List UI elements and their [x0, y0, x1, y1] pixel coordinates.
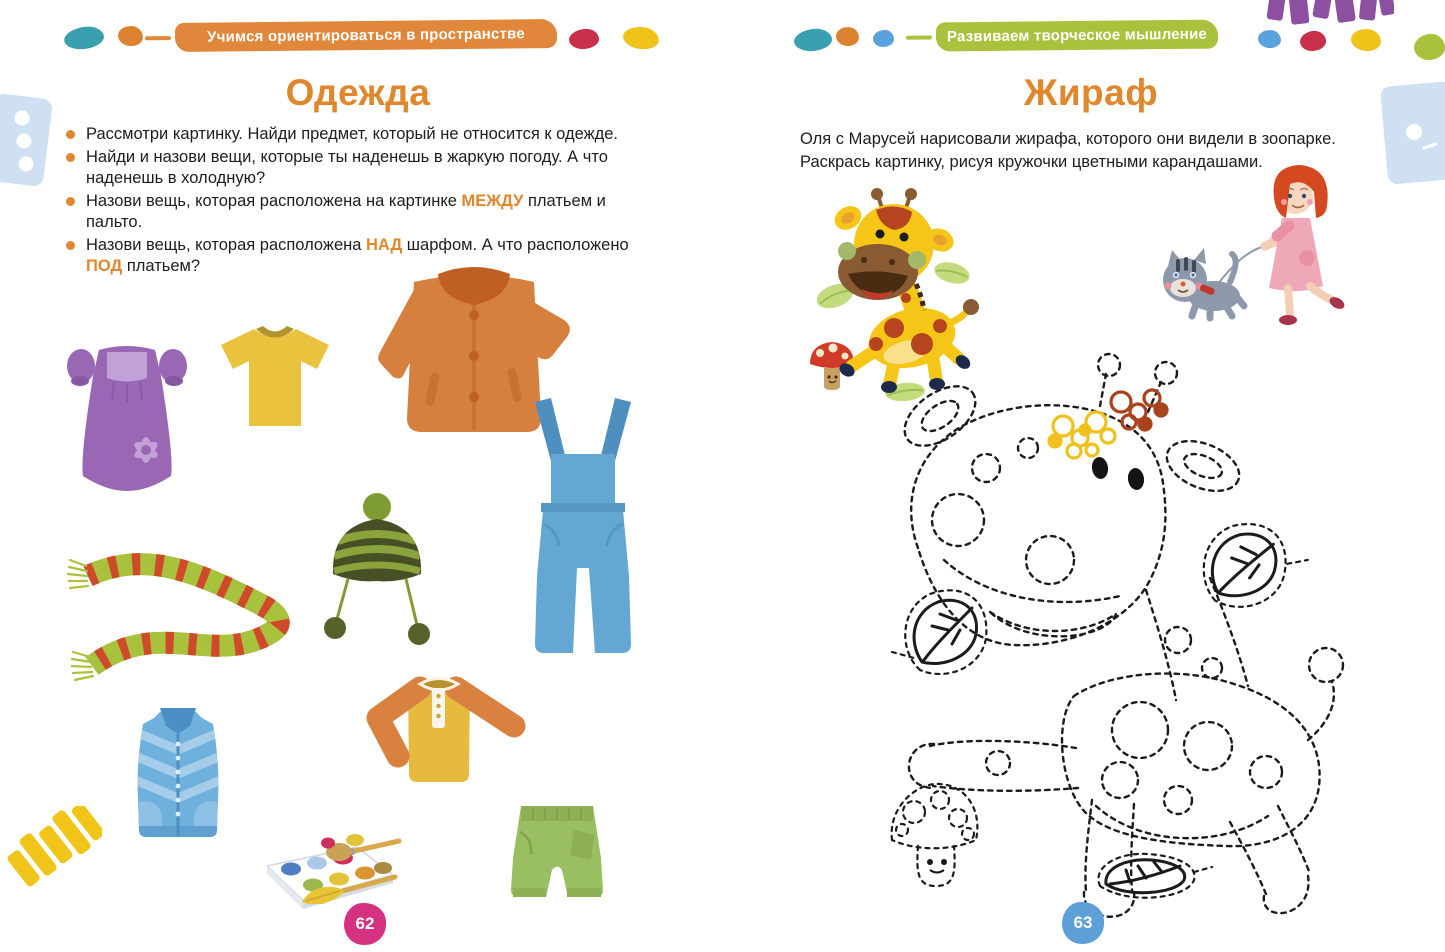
yellow-crayon-circles [1049, 412, 1115, 458]
intro-line: Раскрась картинку, рисуя кружочки цветными карандашами. [800, 153, 1263, 171]
decor-blob-orange [835, 26, 860, 47]
decor-blob-blue [872, 29, 894, 47]
page-number-left [344, 903, 386, 945]
bullet-icon [66, 241, 75, 250]
giraffe-eye [1127, 467, 1146, 491]
decor-dice-left [0, 92, 60, 192]
giraffe-eye [1091, 456, 1110, 480]
decor-blob-blue [1257, 29, 1281, 49]
bullet-icon [66, 130, 75, 139]
puffer-vest-illustration [116, 702, 240, 846]
bullet-icon [66, 197, 75, 206]
girl-walking-cat-illustration [1152, 158, 1352, 336]
decor-blob-teal [63, 24, 106, 51]
dress-illustration [66, 308, 188, 500]
task-item [66, 147, 658, 190]
task-text: Рассмотри картинку. Найди предмет, который не относится к одежде. [86, 125, 619, 143]
intro-line: Оля с Марусей нарисовали жирафа, которого они видели в зоопарке. [800, 130, 1336, 148]
dotted-mushroom [892, 784, 978, 886]
decor-blob-yellow [1350, 27, 1382, 52]
right-topic-banner [936, 20, 1218, 52]
decor-blob-teal [793, 27, 833, 53]
left-topic-banner-label: Учимся ориентироваться в пространстве [207, 25, 525, 46]
tshirt-illustration [214, 322, 336, 434]
decor-blob-orange [117, 25, 144, 48]
decor-blob-yellow [622, 25, 660, 51]
raglan-shirt-illustration [350, 670, 528, 792]
right-page-title: Жираф [1023, 72, 1159, 113]
decor-yellow-leaf [300, 884, 346, 906]
decor-purple-comb [1266, 0, 1394, 30]
dotted-leaf-right [1200, 520, 1311, 614]
decor-blob-red [568, 28, 600, 51]
decor-blob-red [1299, 29, 1327, 52]
striped-scarf-illustration [64, 540, 299, 685]
brown-crayon-circles [1111, 390, 1167, 430]
task-item [66, 124, 658, 146]
decor-blob-green [1413, 33, 1445, 62]
overalls-illustration [527, 396, 639, 664]
page-number-right [1062, 902, 1104, 944]
giraffe-head [830, 188, 957, 300]
task-text: Назови вещь, которая расположена на картинке МЕЖДУ платьем и пальто. [86, 191, 606, 231]
right-topic-banner-label: Развиваем творческое мышление [946, 25, 1208, 46]
task-text: Назови вещь, которая расположена НАД шарфом. А что расположено ПОД платьем? [86, 235, 629, 275]
dotted-leaf-bottom [1098, 854, 1212, 898]
task-text: Найди и назови вещи, которые ты наденешь в жаркую погоду. А что наденешь в холодную? [86, 147, 608, 187]
dotted-giraffe-outline [878, 348, 1348, 940]
task-item [66, 191, 658, 234]
decor-yellow-comb [0, 806, 102, 952]
shorts-illustration [506, 800, 608, 908]
knit-hat-illustration [318, 486, 436, 648]
left-page-title: Одежда [285, 72, 431, 113]
bullet-icon [66, 153, 75, 162]
girl [1261, 165, 1347, 325]
page-number-right-value: 63 [1073, 913, 1093, 932]
left-topic-banner [175, 19, 557, 52]
cat [1163, 248, 1244, 318]
page-number-left-value: 62 [355, 914, 375, 933]
task-list [66, 124, 658, 279]
